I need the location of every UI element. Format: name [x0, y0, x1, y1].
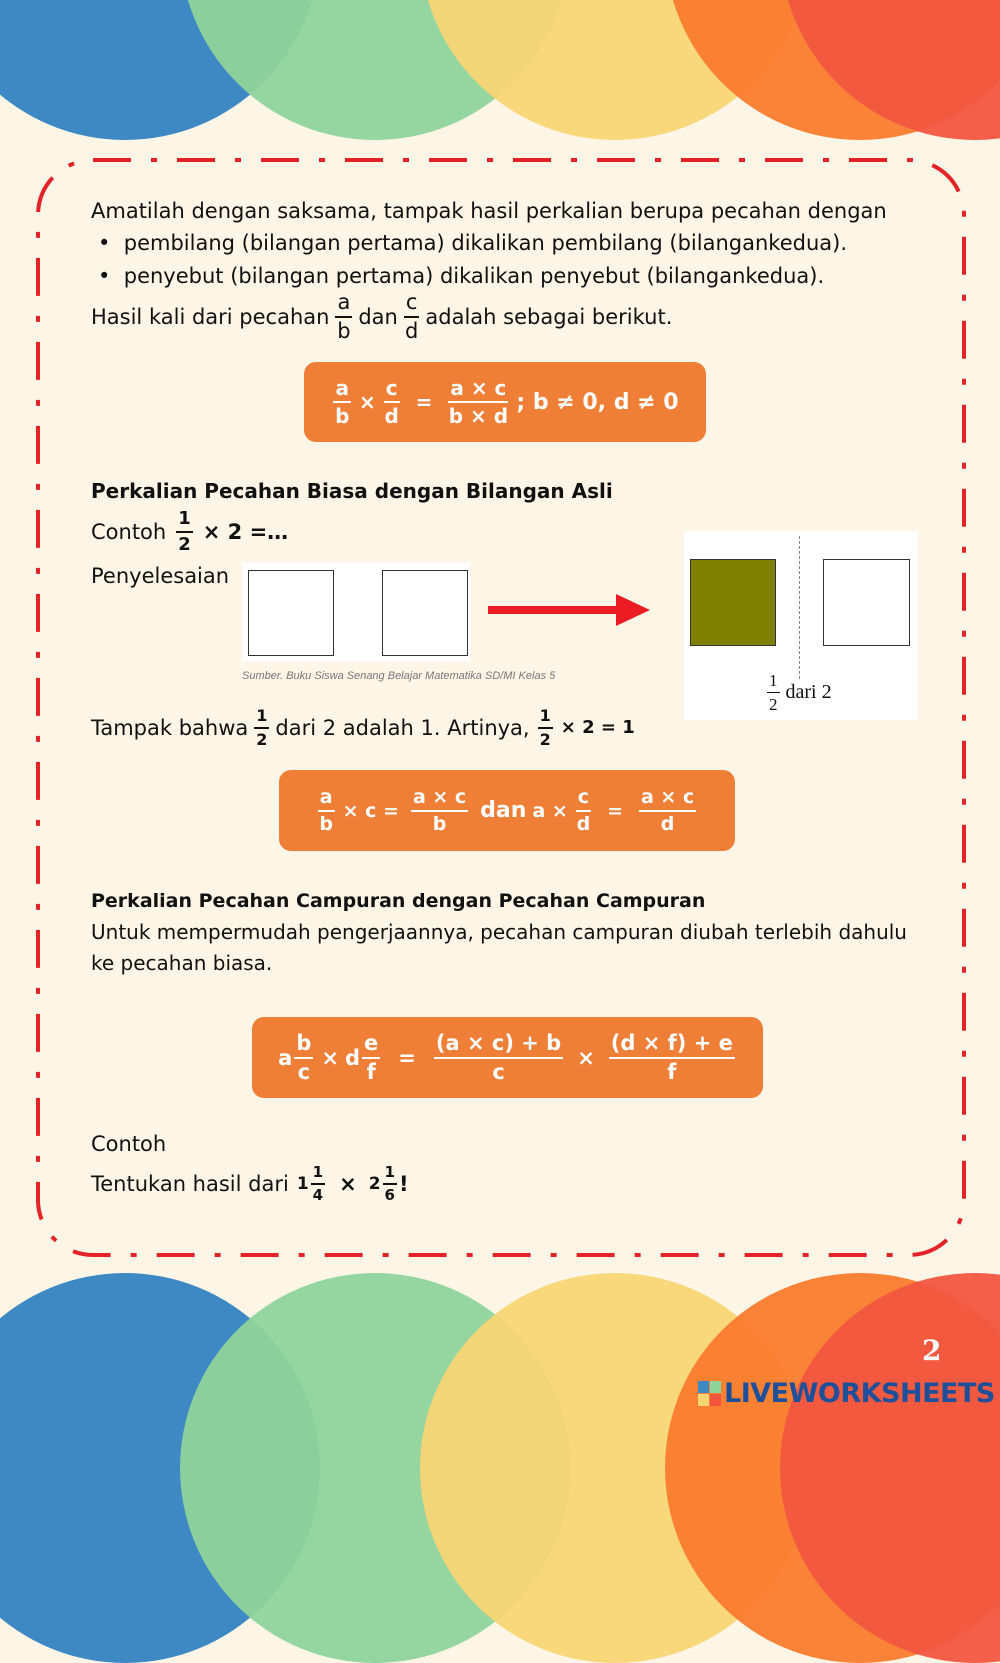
hasil-line [91, 292, 672, 342]
bullet-text: penyebut (bilangan pertama) dikalikan penyebut (bilangankedua). [123, 264, 825, 288]
fraction-c-d: $\frac{c}{d}$ [404, 290, 419, 343]
formula-box-3: a $\frac{b}{c}$ × d $\frac{e}{f}$ = $\frac{(a \times c) + b}{c}$ × $\frac{(d \times f) + e}{f}$ [252, 1017, 763, 1098]
page-number: 2 [922, 1334, 942, 1367]
hasil-post: adalah sebagai berikut. [425, 305, 673, 329]
formula-box-1: $\frac{a}{b}$ × $\frac{c}{d}$ = $\frac{a \times c}{b \times d}$ ; b ≠ 0, d ≠ 0 [304, 362, 706, 442]
fraction-quarter: $\frac{1}{4}$ [312, 1163, 324, 1204]
brand-text: LIVEWORKSHEETS [724, 1378, 995, 1409]
bullet-dot: • [98, 231, 111, 255]
square-empty [382, 570, 468, 656]
bullet-item [98, 260, 824, 292]
formula-box-2: $\frac{a}{b}$ × c = $\frac{a \times c}{b}$ dan a × $\frac{c}{d}$ = $\frac{a \times c}{d}$ [279, 770, 735, 851]
section2-heading: Perkalian Pecahan Campuran dengan Pecahan Campuran [91, 890, 706, 912]
intro-line: Amatilah dengan saksama, tampak hasil perkalian berupa pecahan dengan [91, 199, 887, 223]
fraction-half: $\frac{1}{2}$ [539, 706, 551, 749]
contoh-rest: × 2 =… [202, 520, 289, 544]
bullet-item [98, 227, 847, 259]
fraction-a-b: $\frac{a}{b}$ [337, 290, 351, 343]
task-pre: Tentukan hasil dari [91, 1172, 289, 1196]
penyelesaian-label: Penyelesaian [91, 564, 230, 588]
contoh2-label: Contoh [91, 1132, 167, 1156]
half-of-two-label: $\frac{1}{2}$ dari 2 [769, 671, 832, 714]
fraction-sixth: $\frac{1}{6}$ [384, 1163, 395, 1204]
hasil-pre: Hasil kali dari pecahan [91, 305, 330, 329]
olive-square [690, 559, 776, 646]
arrow-right-icon [488, 592, 652, 628]
liveworksheets-badge-icon [698, 1381, 722, 1407]
tampak-pre: Tampak bahwa [91, 716, 249, 740]
divider-dashed [799, 536, 800, 679]
section1-heading: Perkalian Pecahan Biasa dengan Bilangan Asli [91, 479, 613, 503]
tampak-line [91, 708, 635, 748]
fraction-half: $\frac{1}{2}$ [256, 706, 268, 749]
square-empty [823, 559, 910, 646]
tampak-post: × 2 = 1 [560, 717, 635, 738]
liveworksheets-logo [698, 1378, 995, 1409]
source-caption: Sumber. Buku Siswa Senang Belajar Matematika SD/MI Kelas 5 [242, 670, 556, 682]
bullet-dot: • [98, 264, 111, 288]
section2-desc: Untuk mempermudah pengerjaannya, pecahan campuran diubah terlebih dahulu [91, 920, 907, 944]
task-line: Tentukan hasil dari 1 $\frac{1}{4}$ × 2 $\frac{1}{6}$ ! [91, 1163, 409, 1204]
hasil-and: dan [358, 305, 398, 329]
bullet-text: pembilang (bilangan pertama) dikalikan pembilang (bilangankedua). [123, 231, 847, 255]
section2-desc: ke pecahan biasa. [91, 951, 273, 975]
square-empty [248, 570, 334, 656]
fraction-half: $\frac{1}{2}$ [178, 508, 191, 555]
contoh-line [91, 510, 288, 554]
formula-condition: ; b ≠ 0, d ≠ 0 [516, 389, 679, 415]
tampak-mid: dari 2 adalah 1. Artinya, [275, 716, 530, 740]
contoh-label: Contoh [91, 520, 167, 544]
